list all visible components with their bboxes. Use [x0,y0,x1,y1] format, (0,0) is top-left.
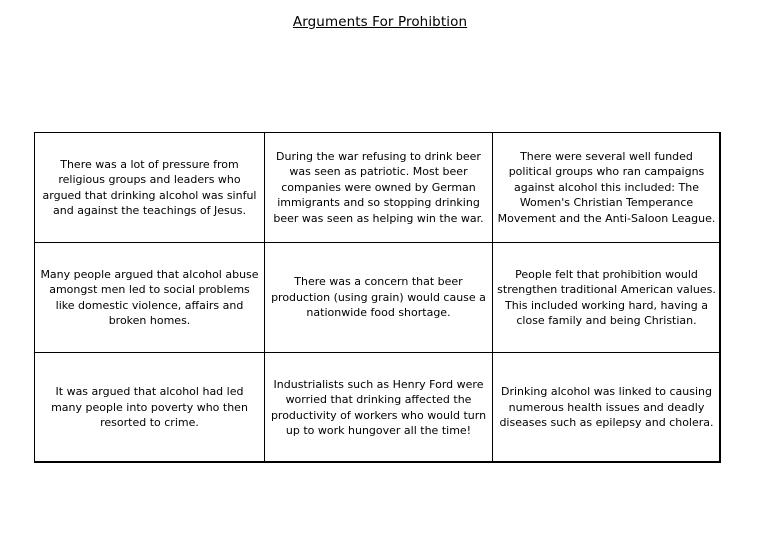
argument-cell-crime [34,352,265,463]
argument-text: People felt that prohibition would strengthen traditional American values. This included working hard, having a close family and being Christian. [497,267,716,327]
argument-text: Many people argued that alcohol abuse amongst men led to social problems like domestic violence, affairs and broken homes. [40,267,259,327]
argument-cell-productivity [264,352,493,463]
argument-cell-religion [34,132,265,243]
argument-cell-political-groups [492,132,721,243]
argument-text: There was a lot of pressure from religious groups and leaders who argued that drinking alcohol was sinful and against the teachings of Jesus. [42,157,257,217]
argument-text: Drinking alcohol was linked to causing numerous health issues and deadly diseases such as epilepsy and cholera. [499,385,714,430]
argument-cell-food-shortage [264,242,493,353]
argument-cell-social-problems [34,242,265,353]
arguments-table [34,132,720,462]
argument-text: It was argued that alcohol had led many people into poverty who then resorted to crime. [51,385,248,430]
argument-text: Industrialists such as Henry Ford were worried that drinking affected the productivity of workers who would turn up to work hungover all the time! [270,377,487,437]
argument-cell-patriotism [264,132,493,243]
argument-text: There were several well funded political groups who ran campaigns against alcohol this included: The Women's Christian Temperance Movement and the Anti-Saloon League. [497,149,716,225]
argument-cell-health [492,352,721,463]
argument-text: There was a concern that beer production (using grain) would cause a nationwide food shortage. [271,275,486,320]
argument-text: During the war refusing to drink beer was seen as patriotic. Most beer companies were owned by German immigrants and so stopping drinking beer was seen as helping win the war. [273,149,484,225]
argument-cell-american-values [492,242,721,353]
page-title: Arguments For Prohibtion [292,14,468,30]
